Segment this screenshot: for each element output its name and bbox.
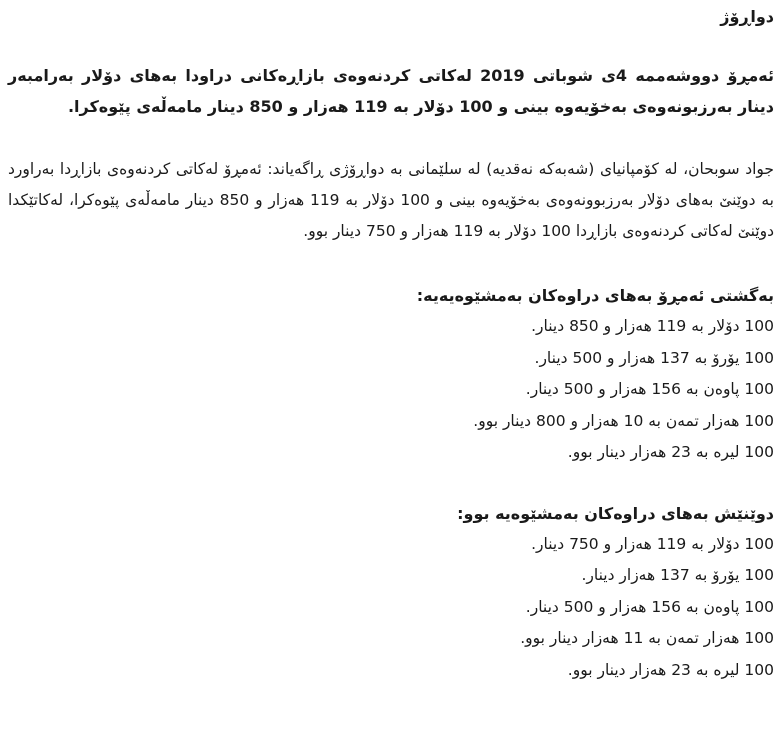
today-rate-irr: 100 هەزار تمەن بە 10 هەزار و 800 دینار بوو. bbox=[473, 411, 774, 430]
yesterday-rates-heading: دوێنێش بەهای دراوەکان بەمشێوەیە بوو: bbox=[457, 503, 774, 523]
today-rate-gbp: 100 پاوەن بە 156 هەزار و 500 دینار. bbox=[525, 380, 774, 398]
today-rates-list bbox=[8, 311, 774, 469]
today-rate-eur: 100 یۆرۆ بە 137 هەزار و 500 دینار. bbox=[534, 348, 774, 367]
yesterday-rate-gbp: 100 پاوەن بە 156 هەزار و 500 دینار. bbox=[525, 597, 774, 616]
yesterday-rates-list bbox=[8, 529, 774, 687]
article-body: جواد سوبحان، لە کۆمپانیای (شەبەکە نەقدیە) لە سلێمانی بە دواڕۆژی ڕاگەیاند: ئەمڕۆ لەکاتی کردنەوەی بازاڕدا بەراورد بە دوێنێ بەهای دۆلار بەرزبوونەوەی بەخۆیەوە بینی و 100 دۆلار بە 119 هەزار و 850 دینار مامەڵەی پێوەکرا، لەکاتێکدا دوێنێ لەکاتی کردنەوەی بازاڕدا 100 دۆلار بە 119 هەزار و 750 دینار بوو. bbox=[8, 160, 775, 240]
today-rate-usd: 100 دۆلار بە 119 هەزار و 850 دینار. bbox=[531, 317, 774, 335]
today-rate-try: 100 لیرە بە 23 هەزار دینار بوو. bbox=[567, 443, 774, 461]
today-rates-heading: بەگشتی ئەمڕۆ بەهای دراوەکان بەمشێوەیەیە: bbox=[416, 286, 774, 305]
yesterday-rate-try: 100 لیرە بە 23 هەزار دینار بوو. bbox=[567, 660, 774, 679]
article-title: دواڕۆژ bbox=[720, 7, 774, 26]
article-lead: ئەمڕۆ دووشەممە 4ی شوباتی 2019 لەکاتی کردنەوەی بازاڕەکانی دراودا بەهای دۆلار بەرامبەر دینار بەرزبونەوەی بەخۆیەوە بینی و 100 دۆلار بە 119 هەزار و 850 دینار مامەڵەی پێوەکرا. bbox=[8, 66, 774, 116]
yesterday-rate-eur: 100 یۆرۆ بە 137 هەزار دینار. bbox=[581, 566, 774, 584]
yesterday-rate-irr: 100 هەزار تمەن بە 11 هەزار دینار بوو. bbox=[520, 629, 774, 647]
yesterday-rate-usd: 100 دۆلار بە 119 هەزار و 750 دینار. bbox=[531, 534, 774, 553]
